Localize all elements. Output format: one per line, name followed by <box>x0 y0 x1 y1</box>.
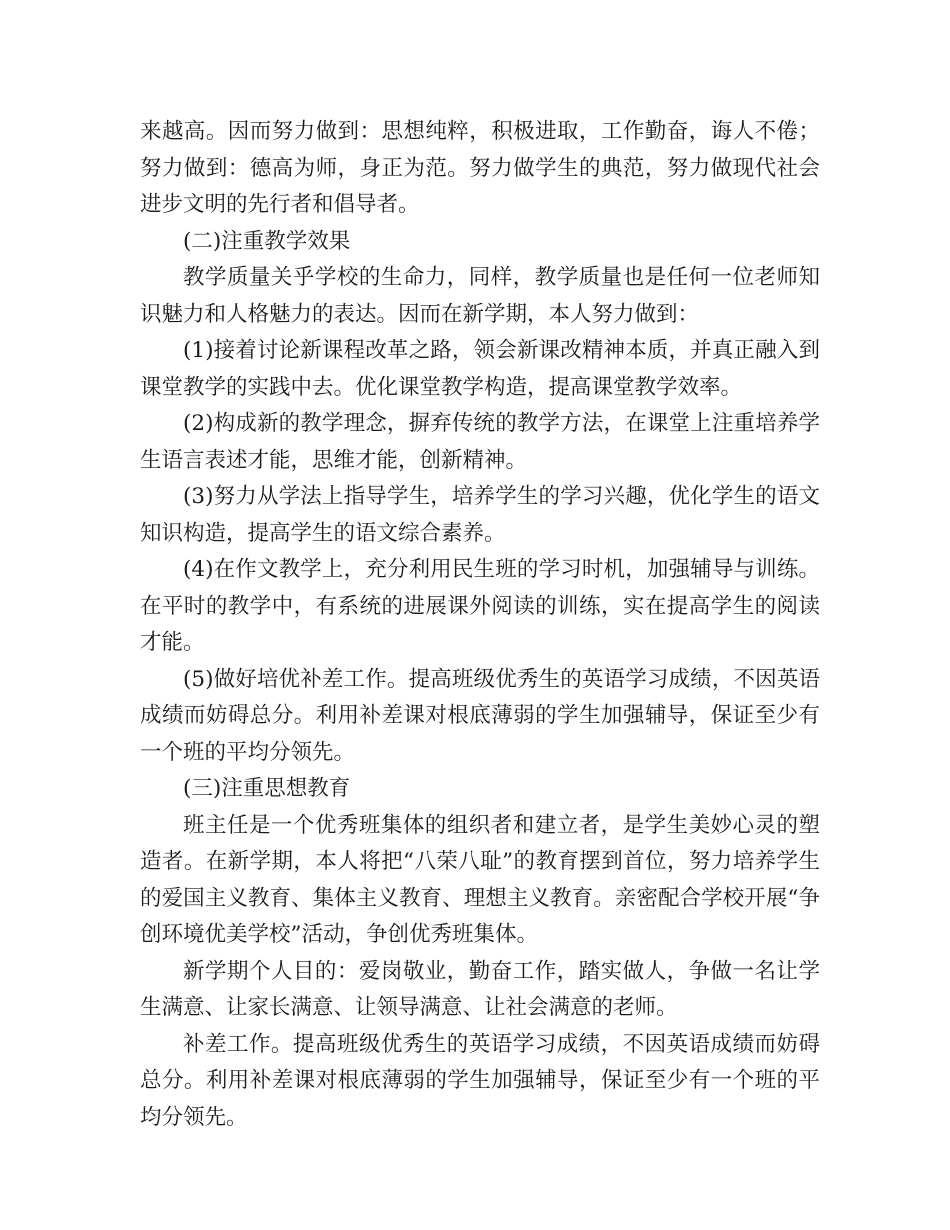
paragraph-continuation: 来越高。因而努力做到：思想纯粹，积极进取，工作勤奋，诲人不倦；努力做到：德高为师，身正为范。努力做学生的典范，努力做现代社会进步文明的先行者和倡导者。 <box>140 119 820 217</box>
section-heading-ideology: (三)注重思想教育 <box>183 776 351 801</box>
list-item-2: (2)构成新的教学理念，摒弃传统的教学方法，在课堂上注重培养学生语言表述才能，思维才能，创新精神。 <box>140 411 820 473</box>
list-item-3: (3)努力从学法上指导学生，培养学生的学习兴趣，优化学生的语文知识构造，提高学生的语文综合素养。 <box>140 484 820 546</box>
list-item-4: (4)在作文教学上，充分利用民生班的学习时机，加强辅导与训练。在平时的教学中，有系统的进展课外阅读的训练，实在提高学生的阅读才能。 <box>140 557 820 655</box>
paragraph-class-teacher: 班主任是一个优秀班集体的组织者和建立者，是学生美妙心灵的塑造者。在新学期，本人将把“八荣八耻”的教育摆到首位，努力培养学生的爱国主义教育、集体主义教育、理想主义教育。亲密配合学校开展“争创环境优美学校”活动，争创优秀班集体。 <box>140 812 820 947</box>
document-body <box>140 114 820 1136</box>
list-item-1: (1)接着讨论新课程改革之路，领会新课改精神本质，并真正融入到课堂教学的实践中去。优化课堂教学构造，提高课堂教学效率。 <box>140 338 820 400</box>
paragraph-personal-goal: 新学期个人目的：爱岗敬业，勤奋工作，踏实做人，争做一名让学生满意、让家长满意、让领导满意、让社会满意的老师。 <box>140 958 820 1020</box>
list-item-5: (5)做好培优补差工作。提高班级优秀生的英语学习成绩，不因英语成绩而妨碍总分。利用补差课对根底薄弱的学生加强辅导，保证至少有一个班的平均分领先。 <box>140 666 820 765</box>
section-heading-teaching-effect: (二)注重教学效果 <box>183 228 351 254</box>
paragraph-teaching-quality: 教学质量关乎学校的生命力，同样，教学质量也是任何一位老师知识魅力和人格魅力的表达。因而在新学期，本人努力做到： <box>140 265 820 327</box>
paragraph-remedial-work: 补差工作。提高班级优秀生的英语学习成绩，不因英语成绩而妨碍总分。利用补差课对根底薄弱的学生加强辅导，保证至少有一个班的平均分领先。 <box>140 1031 820 1130</box>
